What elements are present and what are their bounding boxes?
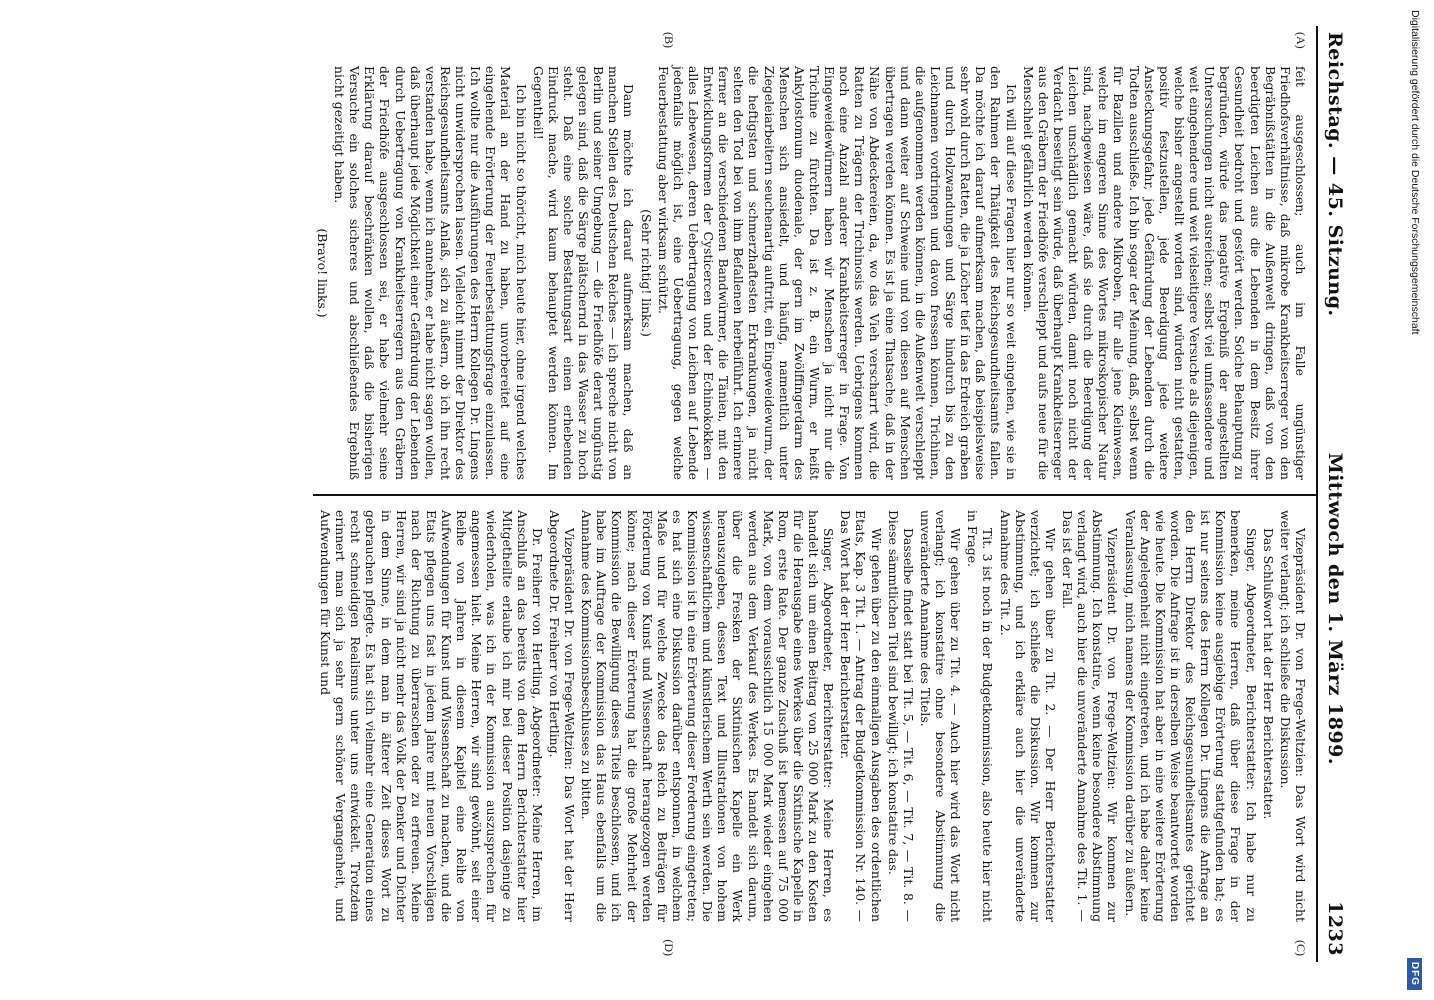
right-paragraph-12: Dr. Freiherr von Hertling, Abgeordneter: Meine Herren, im Anschluß an das bereits von dem Herrn Berichterstatter hier Mitgetheilte erlaube ich mir bei dieser Position dasjenige zu wiederholen, was ich in der Kommission auszusprechen für angemessen hielt. Meine Herren, wir sind gewöhnt, seit einer Reihe von Jahren in diesem Kapitel eine Reihe von Aufwendungen für Kunst und Wissenschaft zu machen, und die Etats pflegen uns fast in jedem Jahre mit neuen Vorschlägen nach der Richtung zu überraschen oder zu erfreuen. Meine Herren, wir sind ja nicht mehr das Volk der Denker und Dichter in dem Sinne, in dem man in älterer Zeit dieses Wort zu gebrauchen pflegte. Es hat sich vielmehr eine Generation eines recht schneidigen Realismus unter uns entwickelt. Trotzdem erinnert man sich ja sehr gern schöner Vergangenheit, und Aufwendungen für Kunst und [318,510,545,922]
right-paragraph-9: Wir gehen über zu den einmaligen Ausgaben des ordentlichen Etats, Kap. 3 Tit. 1. — Antrag der Budgetkommission Nr. 140. — Das Wort hat der Herr Berichterstatter. [838,510,884,922]
header-left: Reichstag. — 45. Sitzung. [1324,32,1346,317]
right-paragraph-2: Das Schlußwort hat der Herr Berichterstatter. [1260,528,1276,820]
right-paragraph-3: Singer, Abgeordneter, Berichterstatter: Ich habe nur zu bemerken, meine Herren, daß über diese Frage in der Kommission keine ausgiebige Erörterung stattgefunden hat; es ist nur seitens des Herrn Kollegen Dr. Lingens die Anfrage an den Herrn Direktor des Reichsgesundheitsamtes gerichtet worden. Die Anfrage ist in derselben Weise beantwortet worden wie heute. Die Kommission hat aber in eine weitere Erörterung der Angelegenheit nicht eingetreten, und ich habe daher keine Veranlassung, mich namens der Kommission darüber zu äußern. [1122,510,1259,922]
digitization-credit: Digitalisierung gefördert durch die Deutsche Forschungsgemeinschaft [1409,10,1421,335]
left-interjection-2: (Bravo! links.) [315,228,330,318]
right-column [313,494,1316,962]
right-paragraph-5: Wir gehen über zu Tit. 2. — Der Herr Berichterstatter verzichtet; ich schließe die Diskussion. Wir kommen zur Abstimmung, und ich erkläre auch hier die unveränderte Annahme des Tit. 2. [997,510,1058,922]
right-paragraph-8: Dasselbe findet statt bei Tit. 5, — Tit. 6, — Tit. 7, — Tit. 8. — Diese sämmtlichen Titel sind bewilligt; ich konstatire das. [885,510,916,922]
left-column [313,26,1316,494]
margin-marker-d: (D) [662,939,676,956]
text-columns [313,26,1316,962]
right-paragraph-4: Vizepräsident Dr. von Frege-Weltzien: Wir kommen zur Abstimmung. Ich konstatire, wenn keine besondere Abstimmung verlangt wird, auch hier die unveränderte Annahme des Tit. 1. — Das ist der Fall. [1060,510,1121,922]
page-number: 1233 [1324,901,1346,956]
margin-marker-c: (C) [1294,940,1308,956]
right-paragraph-7: Wir gehen über zu Tit. 4. — Auch hier wird das Wort nicht verlangt; ich konstatire ohne besondere Abstimmung die unveränderte Annahme des Titels. [918,510,964,922]
left-paragraph-3: Dann möchte ich darauf aufmerksam machen, daß an manchen Stellen des Deutschen Reiches — ich spreche nicht von Berlin und seiner Umgebung — die Friedhöfe derart ungünstig gelegen sind, daß die Särge plätschernd in das Wasser zu hoch steht. Daß eine solche Bestattungsart einen erhebenden Eindruck mache, wird kaum behauptet werden können. Im Gegentheil! [530,66,637,480]
margin-marker-a: (A) [1294,32,1308,49]
margin-marker-b: (B) [662,32,676,48]
left-paragraph-1: feit ausgeschlossen; auch im Falle ungünstiger Friedhofsverhältnisse, daß mikrobe Krankheitserreger von den Begräbnißstätten in die Außenwelt dringen, daß von den beerdigten Leichen aus die Lebenden in dem Besitz ihrer Gesundheit bedroht und gestört werden. Solche Behauptung zu begründen, würde das negative Ergebniß der angestellten Untersuchungen nicht ausreichen; selbst viel umfassendere und weit eingehendere und weit vielseitigere Versuche als diejenigen, welche bisher angestellt worden sind, würden nicht gestatten, positiv festzustellen, jede Beerdigung jede weitere Ansteckungsgefahr, jede Gefährdung der Lebenden durch die Todten ausschließe. Ich bin sogar der Meinung, daß, selbst wenn für Bazillen und andere Mikroben, für alle jene Kleinwesen, welche im engeren Sinne des Wortes mikroskopischer Natur sind, nachgewiesen wäre, daß sie durch die Beerdigung der Leichen unschädlich gemacht würden, damit noch nicht der Verdacht beseitigt sein würde, daß überhaupt Krankheitserreger aus den Gräbern der Friedhöfe verschleppt und aufs neue für die Menschheit gefährlich werden können. [1020,66,1308,480]
left-paragraph-2: Ich will auf diese Fragen hier nur so weit eingehen, wie sie in den Rahmen der Thätigkeit des Reichsgesundheitsamts fallen. Da möchte ich darauf aufmerksam machen, daß beispielsweise sehr wohl durch Ratten, die ja Löcher tief in das Erdreich graben und durch Holzwandungen und Särge hindurch bis zu den Leichnamen vordringen und davon fressen können, Trichinen, die aufgenommen werden können, in die Außenwelt verschleppt und dann weiter auf Schweine und von diesen auf Menschen übertragen werden können. Es ist ja eine Thatsache, daß in der Nähe von Abdeckereien, da, wo das Vieh verscharrt wird, die Ratten zu Trägern der Trichinosis werden. Uebrigens kommen noch eine Anzahl anderer Krankheitserreger in Frage. Von Eingeweidewürmern haben wir Menschen ja nicht nur die Trichine zu fürchten. Da ist z. B. ein Wurm, er heißt Ankylostomum duodenale, der gern im Zwölffingerdarm des Menschen sich ansiedelt, und häufig, namentlich unter Ziegeleiarbeitern seuchenartig auftritt, ein Eingeweidewurm, der die heftigsten und schmerzhaftesten Erkrankungen, ja nicht selten den Tod bei von ihm Befallenen herbeiführt. Ich erinnere ferner an die verschiedenen Bandwürmer, die Tänien, mit den Entwicklungsformen der Cysticercen und der Echinokokken — alles Lebewesen, deren Uebertragung von Leichen auf Lebende jedenfalls möglich ist, eine Uebertragung, gegen welche Feuerbestattung aber wirksam schützt. [655,66,1019,480]
header-date: Mittwoch den 1. März 1899. [1324,452,1346,766]
right-paragraph-6: Tit. 3 ist noch in der Budgetkommission, also heute hier nicht in Frage. [965,510,996,922]
right-paragraph-1: Vizepräsident Dr. von Frege-Weltzien: Das Wort wird nicht weiter verlangt; ich schließe die Diskussion. [1277,510,1308,922]
right-paragraph-10: Singer, Abgeordneter, Berichterstatter: Meine Herren, es handelt sich um einen Beitrag von 25 000 Mark zu den Kosten für die Herausgabe eines Werkes über die Sixtinische Kapelle in Rom, erste Rate. Der ganze Zuschuß ist bemessen auf 75 000 Mark, von dem voraussichtlich 15 000 Mark wieder eingehen werden aus dem Verkauf des Werkes. Es handelt sich darum, über die Fresken der Sixtinischen Kapelle ein Werk herauszugeben, dessen Text und Illustrationen von hohem wissenschaftlichem und künstlerischem Werth sein werden. Die Kommission ist in eine Erörterung dieser Forderung eingetreten; es hat sich eine Diskussion darüber entsponnen, in welchem Maße und für welche Zwecke das Reich zu Beiträgen für Förderung von Kunst und Wissenschaft herangezogen werden könne; nach dieser Erörterung hat die große Mehrheit der Kommission die Bewilligung dieses Titels beschlossen, und ich habe im Auftrage der Kommission das Haus ebenfalls um die Annahme des Kommissionsbeschlusses zu bitten. [579,510,837,922]
running-head [1316,26,1346,962]
left-interjection-1: (Sehr richtig! links.) [638,209,654,337]
right-paragraph-11: Vizepräsident Dr. von Frege-Weltzien: Das Wort hat der Herr Abgeordnete Dr. Freiherr von Hertling. [547,510,578,922]
dfg-logo: DFG [1408,958,1423,990]
left-paragraph-4: Ich bin nicht so thöricht, mich heute hier, ohne irgend welches Material an der Hand zu haben, unvorbereitet auf eine eingehende Erörterung der Feuerbestattungsfrage einzulassen. Ich wollte nur die Ausführungen des Herrn Kollegen Dr. Lingens nicht unwidersprochen lassen. Vielleicht nimmt der Direktor des Reichsgesundheitsamts Anlaß, sich zu äußern, ob ich ihn recht verstanden habe, wenn ich annehme, er habe nicht sagen wollen, daß überhaupt jede Möglichkeit einer Gefährdung der Lebenden durch Uebertragung von Krankheitserregern aus den Gräbern der Friedhöfe ausgeschlossen sei, er habe vielmehr seine Erklärung darauf beschränken wollen, daß die bisherigen Versuche ein solches sicheres und abschließendes Ergebniß nicht gezeitigt haben. [332,66,529,480]
digitization-note [1404,10,1426,990]
